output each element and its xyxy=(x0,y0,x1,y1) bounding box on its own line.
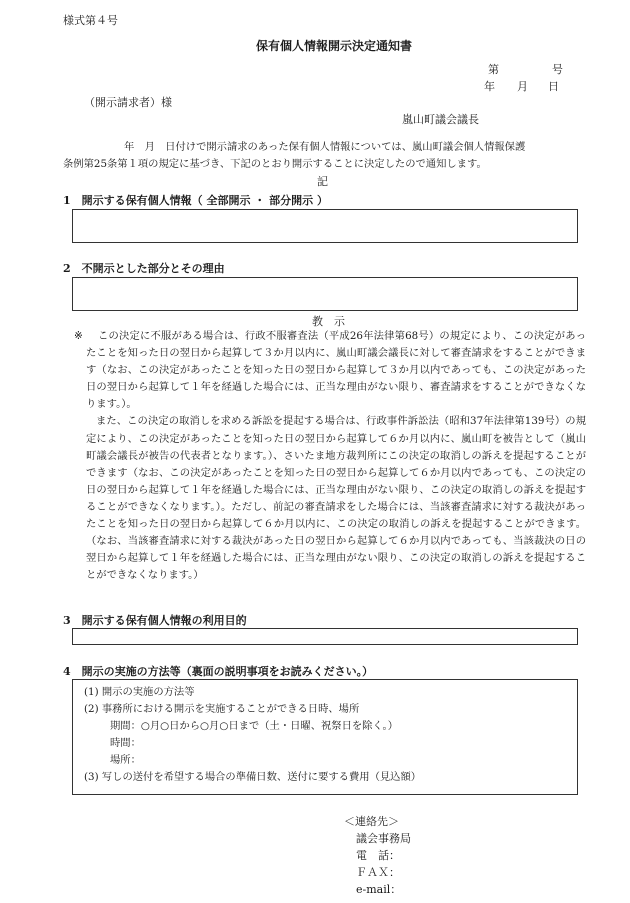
time-line: 時間： xyxy=(110,737,141,749)
section-3-heading: 3 開示する保有個人情報の利用目的 xyxy=(63,614,247,627)
contact-tel: 電 話： xyxy=(356,849,400,862)
form-number: 様式第４号 xyxy=(63,14,118,27)
notice-paragraph-2: また、この決定の取消しを求める訴訟を提起する場合は、行政事件訴訟法（昭和37年法律第139号）の規定により、この決定があったことを知った日の翌日から起算して６か月以内に、嵐山町を被告として（嵐山町議会議長が被告の代表者となります。）、さいたま地方裁判所にこの決定の取消しの訴えを提起することができます（なお、この決定があったことを知った日の翌日から起算して６か月以内であっても、この決定の日の翌日から起算して１年を経過した場合には、正当な理由がない限り、この決定の取消しの訴えを提起することができなくなります。）。ただし、前記の審査請求をした場合には、当該審査請求に対する裁決があったことを知った日の翌日から起算して６か月以内に、この決定の取消しの訴えを提起することができます。（なお、当該審査請求に対する裁決があった日の翌日から起算して６か月以内であっても、当該裁決の日の翌日から起算して１年を経過した場合には、正当な理由がない限り、この決定の取消しの訴えを提起することができなくなります。） xyxy=(86,415,586,582)
doc-number-label: 第 xyxy=(488,63,499,76)
section-2-heading: 2 不開示とした部分とその理由 xyxy=(63,262,225,275)
doc-number-suffix: 号 xyxy=(552,63,563,76)
section-4-item-3: (3) 写しの送付を希望する場合の準備日数、送付に要する費用（見込額） xyxy=(84,771,422,783)
section-1-box xyxy=(72,209,578,243)
contact-heading: ＜連絡先＞ xyxy=(344,815,399,828)
notice-mark: ※ xyxy=(74,330,83,342)
contact-fax: ＦＡＸ： xyxy=(356,866,400,879)
contact-email: e-mail： xyxy=(356,883,402,896)
notice-heading: 教 示 xyxy=(312,315,345,328)
place-line: 場所： xyxy=(110,754,141,766)
date-year: 年 xyxy=(484,80,495,93)
date-day: 日 xyxy=(548,80,559,93)
section-3-box xyxy=(72,628,578,645)
notice-paragraph-1: この決定に不服がある場合は、行政不服審査法（平成26年法律第68号）の規定により、この決定があったことを知った日の翌日から起算して３か月以内に、嵐山町議会議長に対して審査請求をすることができます（なお、この決定があったことを知った日の翌日から起算して３か月以内であっても、この決定があった日の翌日から起算して１年を経過した場合には、正当な理由がない限り、審査請求をすることができなくなります。）。 xyxy=(86,330,586,411)
period-line: 期間：○月○日から○月○日まで（土・日曜、祝祭日を除く。） xyxy=(110,720,399,732)
section-2-box xyxy=(72,277,578,311)
section-4-heading: 4 開示の実施の方法等（裏面の説明事項をお読みください。） xyxy=(63,665,374,678)
issuer: 嵐山町議会議長 xyxy=(402,113,479,126)
date-month: 月 xyxy=(517,80,528,93)
ki-label: 記 xyxy=(317,175,328,188)
section-1-heading: 1 開示する保有個人情報（ 全部開示 ・ 部分開示 ） xyxy=(63,194,328,207)
intro-line-2: 条例第25条第１項の規定に基づき、下記のとおり開示することに決定したので通知します。 xyxy=(63,158,487,170)
intro-line-1: 年 月 日付けで開示請求のあった保有個人情報については、嵐山町議会個人情報保護 xyxy=(124,141,526,153)
requester: （開示請求者）様 xyxy=(84,96,172,109)
contact-office: 議会事務局 xyxy=(356,832,411,845)
section-4-item-1: (1) 開示の実施の方法等 xyxy=(84,686,195,698)
section-4-item-2: (2) 事務所における開示を実施することができる日時、場所 xyxy=(84,703,360,715)
notice-body xyxy=(86,328,586,584)
page-title: 保有個人情報開示決定通知書 xyxy=(256,39,413,53)
